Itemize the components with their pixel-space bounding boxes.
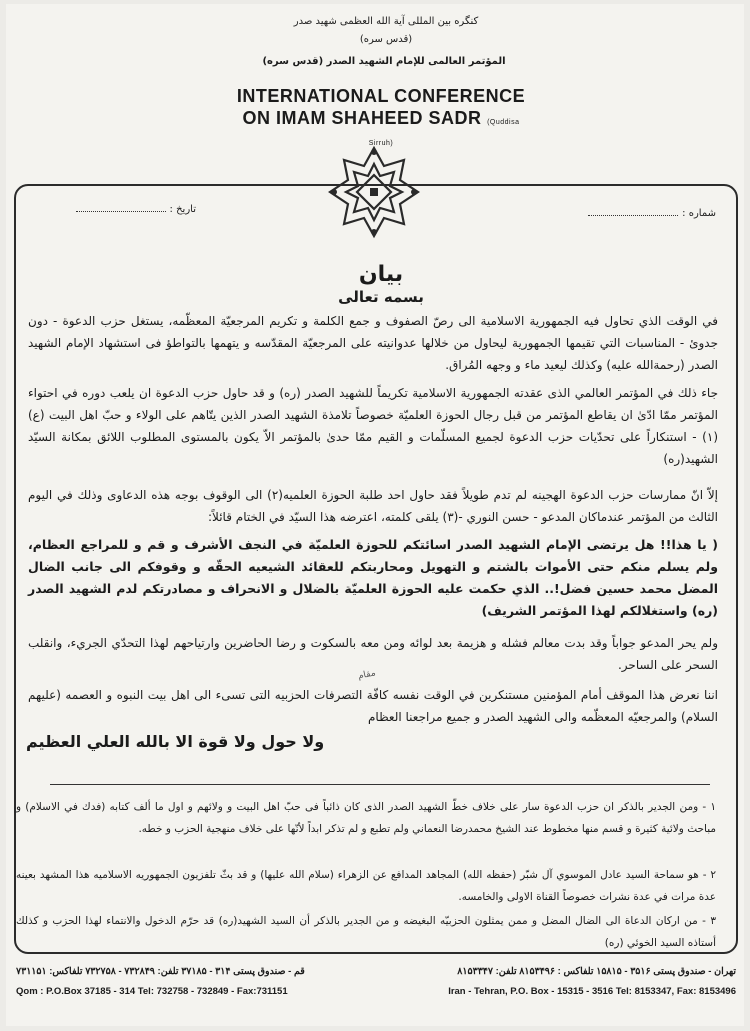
number-label: شماره : — [682, 208, 716, 219]
bleed-through-handwriting — [446, 149, 726, 171]
header-persian-subline: (قدس سره) — [359, 34, 413, 45]
bleed-through-handwriting — [526, 116, 716, 138]
document-title: بیان — [358, 262, 404, 287]
footnote-3: ٣ - من اركان الدعاة الى الضال المضل و ممن يمثلون الحزبيّه البغيضه و من الجدير بالذكر أن السيد الشهيد(ره) قد حرّم الدخول والانتماء لهذا الحزب و كذلك أستاذه السيد الخوئي (ره) — [16, 915, 716, 949]
footer-qom-english: Qom : P.O.Box 37185 - 314 Tel: 732758 - 732849 - Fax:731151 — [16, 986, 288, 997]
document-subtitle: بسمه تعالی — [338, 288, 424, 306]
paragraph-3: إلاّ انّ ممارسات حزب الدعوة الهجينه لم تدم طويلاً فقد حاول احد طلبة الحوزة العلميه(٢) الى الوقوف بوجه هذه الدعاوى وذلك في اليوم الثالث من المؤتمر عندماكان المدعو - حسن النوري -(٣) يلقى كلمته، اعترضه هذا السيّد في الختام قائلاً: — [28, 488, 718, 524]
header-english-line-1: INTERNATIONAL CONFERENCE — [236, 86, 526, 106]
quoted-statement: ( يا هذا!! هل يرتضى الإمام الشهيد الصدر اسائتكم للحوزة العلميّة في النجف الأشرف و قم و للمراجع العظام، ولم يسلم منكم حتى الأموات بالشتم و التهويل ومحاربتكم للعقائد الشيعيه الحقّه و وقوفكم الى جانب الضال المضل محمد حسين فضل!.. الذي حكمت عليه الحوزة العلميّة بالضلال و الانحراف و مصادرتكم لدم الشهيد الصدر (ره) واستغلالكم لهذا المؤتمر الشريف) — [28, 537, 718, 618]
stamp-mark: مقام — [357, 668, 377, 682]
header-persian-line: کنگره بین المللی آیة الله العظمی شهید صدر — [293, 16, 479, 27]
footer-tehran-persian: تهران - صندوق پستی ۳۵۱۶ - ۱۵۸۱۵ تلفاکس : ۸۱۵۳۴۹۶ تلفن: ۸۱۵۳۳۴۷ — [457, 966, 736, 977]
date-label: تاریخ : — [169, 204, 196, 215]
paragraph-5: ولم يحر المدعو جواباً وقد بدت معالم فشله و هزيمة بعد لوائه ومن معه بالسكوت و رضا الحاضرين وارتياحهم لهذا التحدّي الجريء، وانقلب السحر على الساحر. — [28, 636, 718, 672]
paragraph-1: في الوقت الذي تحاول فيه الجمهورية الاسلامية الى رصّ الصفوف و جمع الكلمة و تكريم المرجعيّة المعظّمه، يستغل حزب الدعوة - دون جدوئ - المناسبات التي تقيمها الجمهورية ليحاول من خلالها عدوانيته على المرجعيّة المقدّسه و يتهمها بالتواطؤ فى استشهاد الإمام الشهيد الصدر (رحمةالله عليه) وكذلك ليعيد ماء و وجهه المُراق. — [28, 314, 718, 372]
footer-tehran-english: Iran - Tehran, P.O. Box - 15315 - 3516 Tel: 8153347, Fax: 8153496 — [448, 986, 736, 997]
footnote-2: ٢ - هو سماحة السيد عادل الموسوي آل شبّر (حفظه الله) المجاهد المدافع عن الزهراء (سلام الله عليها) و قد بثّ تلفزيون الجمهوريه الاسلاميه هذا المشهد بعينه عدة مرات في عدة نشرات خصوصاً القناة الاولى والخامسه. — [16, 869, 716, 903]
header-english-suffix: (Quddisa Sirruh) — [368, 119, 520, 147]
footnote-divider — [50, 784, 710, 785]
letterhead-page — [6, 4, 744, 1026]
footer-qom-persian: قم - صندوق پستی ۳۱۴ - ۳۷۱۸۵ تلفن: ۷۳۲۸۴۹ - ۷۳۲۷۵۸ تلفاکس: ۷۳۱۱۵۱ — [16, 966, 305, 977]
header-english-title: ON IMAM SHAHEED SADR — [242, 108, 482, 128]
footnote-1: ١ - ومن الجدير بالذكر ان حزب الدعوة سار على خلاف خطّ الشهيد الصدر الذى كان ذائباً فى حبّ اهل البيت و ولائهم و اول ما ألف كتابه (فدك في الاسلام) و مباحث ولائية كثيرة و قسم منها مخطوط عند الشيخ محمدرضا النعماني ولم تطبع و لم تذكر ابداً لأنّها على خلاف منهجية الحزب و خطه. — [16, 801, 716, 835]
paragraph-2: جاء ذلك في المؤتمر العالمي الذى عقدته الجمهورية الاسلامية تكريماً للشهيد الصدر (ره) و قد حاول حزب الدعوة ان يلعب دوره في احتواء المؤتمر ممّا ادّىٰ ان يقاطع المؤتمر من قبل رجال الحوزة العلميّة خصوصاً تلامذة الشهيد الصدر الذين يتّاهم على الولاء و حبّ اهل البيت (ع)(١) - استنكاراً على تحدّيات حزب الدعوة لجميع المسلّمات و القيم ممّا حدىٰ بالمؤتمر الاّ يكون بالمستوى المطلوب اللائق بمكانة السيّد الشهيد(ره) — [28, 386, 718, 466]
paragraph-6: اننا نعرض هذا الموقف أمام المؤمنين مستنكرين في الوقت نفسه كافّة التصرفات الحزبيه التى تسىء الى اهل بيت النبوه و العصمه (عليهم السلام) والمرجعيّه المعظّمه والى الشهيد الصدر و جميع مراجعنا العظام — [28, 688, 718, 724]
header-arabic-line: المؤتمر العالمی للإمام الشهید الصدر (قدس سره) — [262, 56, 506, 67]
closing-phrase: ولا حول ولا قوة الا بالله العلي العظيم — [26, 732, 325, 751]
